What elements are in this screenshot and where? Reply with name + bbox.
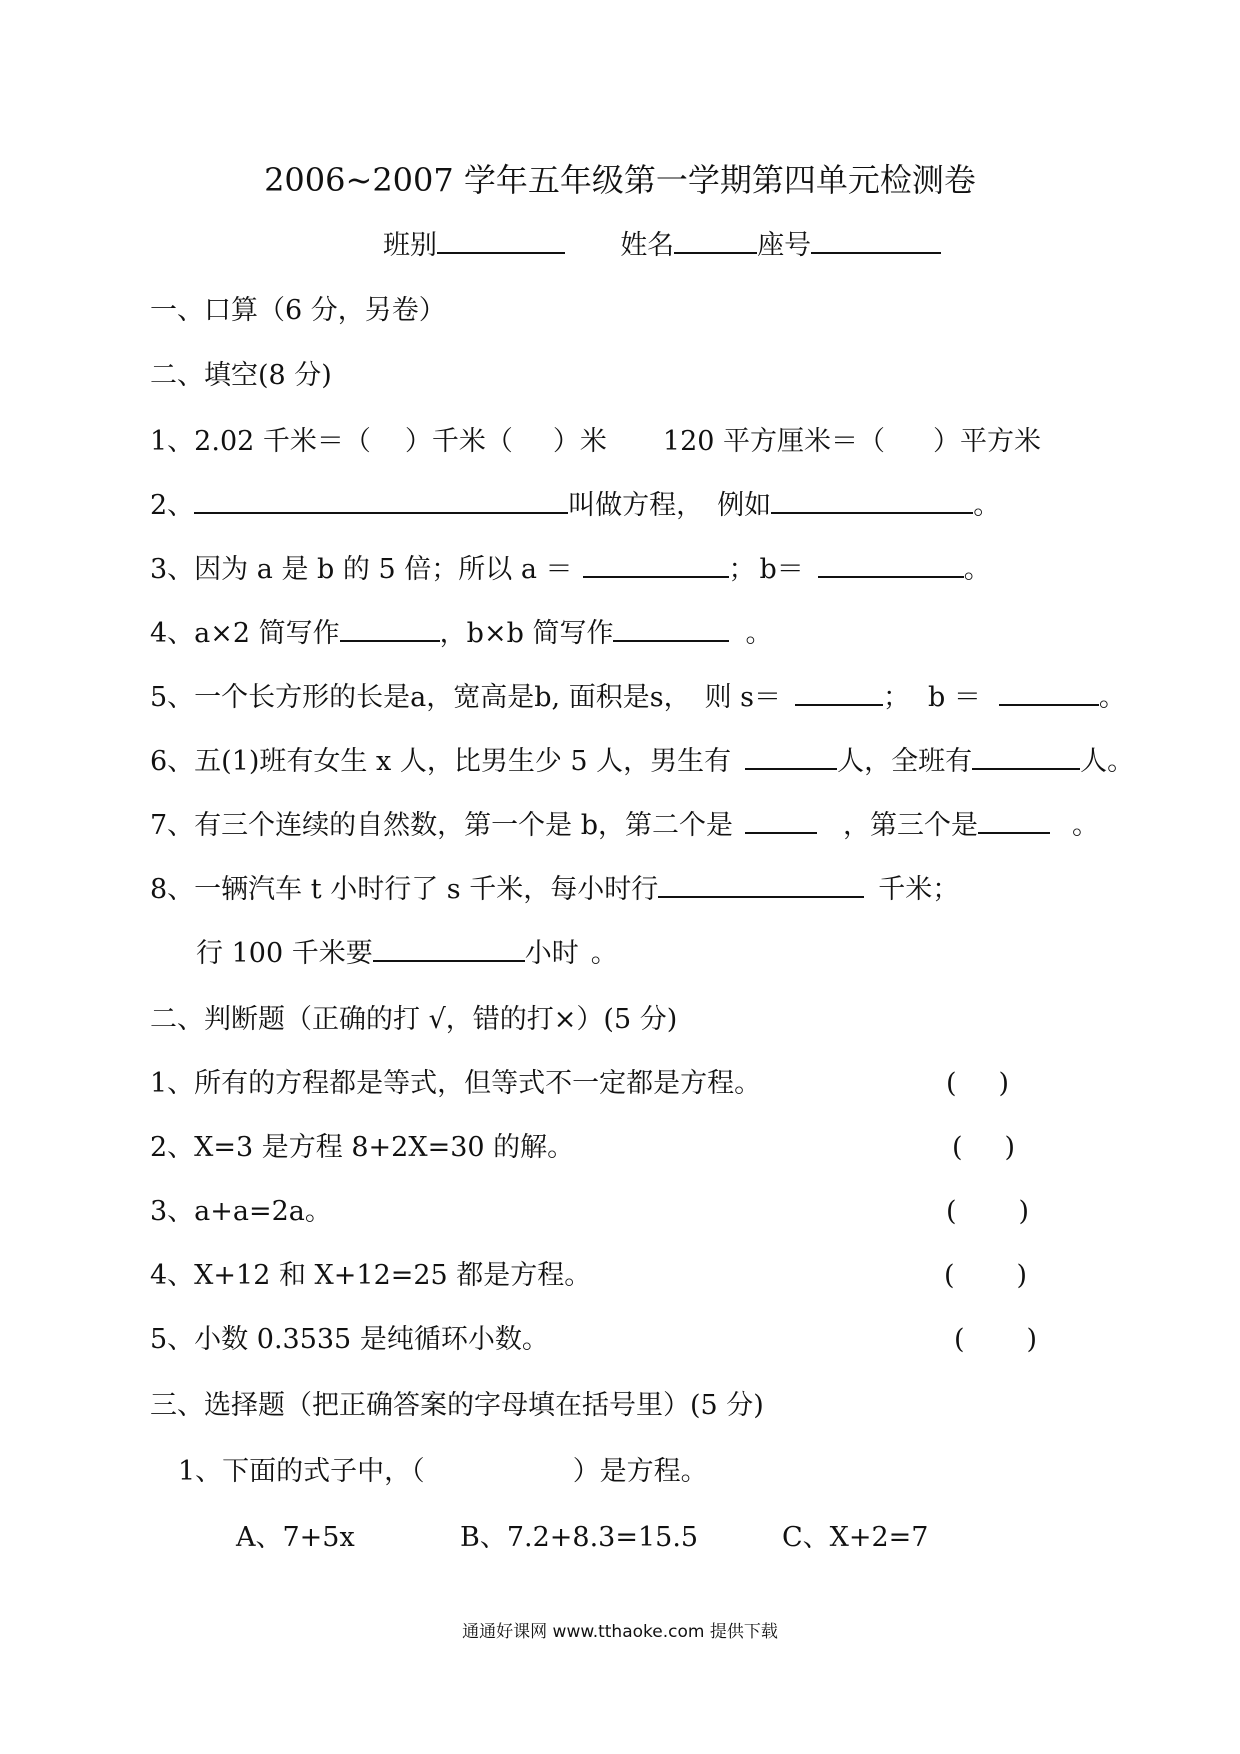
section-oral-heading: 一、口算（6 分，另卷） [150, 295, 446, 326]
class-blank[interactable] [437, 226, 565, 254]
judge-item-2: 2、X=3 是方程 8+2X=30 的解。 [150, 1132, 575, 1163]
answer-blank[interactable] [795, 678, 883, 706]
fill-question-7: 7、有三个连续的自然数，第一个是 b，第二个是 ，第三个是 。 [150, 806, 1099, 846]
judge-bracket-1[interactable]: ( ) [946, 1068, 1010, 1099]
seat-label: 座号 [757, 230, 812, 261]
seat-blank[interactable] [811, 226, 941, 254]
choice-option-a: A、7+5x [236, 1522, 355, 1553]
answer-blank[interactable] [972, 742, 1080, 770]
answer-blank[interactable] [745, 806, 817, 834]
judge-item-3: 3、a+a=2a。 [150, 1196, 332, 1227]
answer-blank[interactable] [373, 934, 525, 962]
fill-question-8-cont: 行 100 千米要 小时 。 [196, 934, 618, 974]
fill-question-4: 4、a×2 简写作 ，b×b 简写作 。 [150, 614, 772, 654]
choice-option-b: B、7.2+8.3=15.5 [460, 1522, 699, 1553]
judge-item-5: 5、小数 0.3535 是纯循环小数。 [150, 1324, 549, 1355]
judge-bracket-3[interactable]: ( ) [946, 1196, 1030, 1227]
answer-blank[interactable] [658, 870, 864, 898]
section-judge-heading: 二、判断题（正确的打 √，错的打×）(5 分) [150, 1004, 678, 1035]
answer-blank[interactable] [818, 550, 964, 578]
footer-source: 通通好课网 www.tthaoke.com 提供下载 [462, 1622, 778, 1642]
judge-item-1: 1、所有的方程都是等式，但等式不一定都是方程。 [150, 1068, 762, 1099]
judge-bracket-5[interactable]: ( ) [954, 1324, 1038, 1355]
answer-blank[interactable] [999, 678, 1099, 706]
page-title: 2006~2007 学年五年级第一学期第四单元检测卷 [264, 161, 976, 199]
fill-question-5: 5、一个长方形的长是a，宽高是b, 面积是s， 则 s＝ ； b ＝ 。 [150, 678, 1126, 718]
answer-blank[interactable] [613, 614, 729, 642]
choice-option-c: C、X+2=7 [782, 1522, 929, 1553]
judge-bracket-2[interactable]: ( ) [952, 1132, 1016, 1163]
choice-question-1: 1、下面的式子中，（ ）是方程。 [178, 1456, 708, 1487]
fill-question-1: 1、2.02 千米＝（ ）千米（ ）米 120 平方厘米＝（ ）平方米 [150, 426, 1042, 457]
student-info-row [383, 226, 941, 266]
answer-blank[interactable] [194, 486, 568, 514]
judge-bracket-4[interactable]: ( ) [944, 1260, 1028, 1291]
name-label: 姓名 [620, 230, 675, 261]
answer-blank[interactable] [745, 742, 837, 770]
answer-blank[interactable] [978, 806, 1050, 834]
section-fill-heading: 二、填空(8 分) [150, 360, 332, 391]
fill-question-8: 8、一辆汽车 t 小时行了 s 千米，每小时行 千米； [150, 870, 959, 910]
answer-blank[interactable] [340, 614, 440, 642]
class-label: 班别 [383, 230, 437, 261]
fill-question-3: 3、因为 a 是 b 的 5 倍；所以 a ＝ ； b＝ 。 [150, 550, 991, 590]
fill-question-6: 6、五(1)班有女生 x 人，比男生少 5 人，男生有 人，全班有 人。 [150, 742, 1134, 782]
fill-question-2: 2、 叫做方程， 例如 。 [150, 486, 1000, 526]
answer-blank[interactable] [771, 486, 973, 514]
section-choice-heading: 三、选择题（把正确答案的字母填在括号里）(5 分) [150, 1390, 764, 1421]
judge-item-4: 4、X+12 和 X+12=25 都是方程。 [150, 1260, 592, 1291]
answer-blank[interactable] [583, 550, 729, 578]
name-blank[interactable] [674, 226, 757, 254]
